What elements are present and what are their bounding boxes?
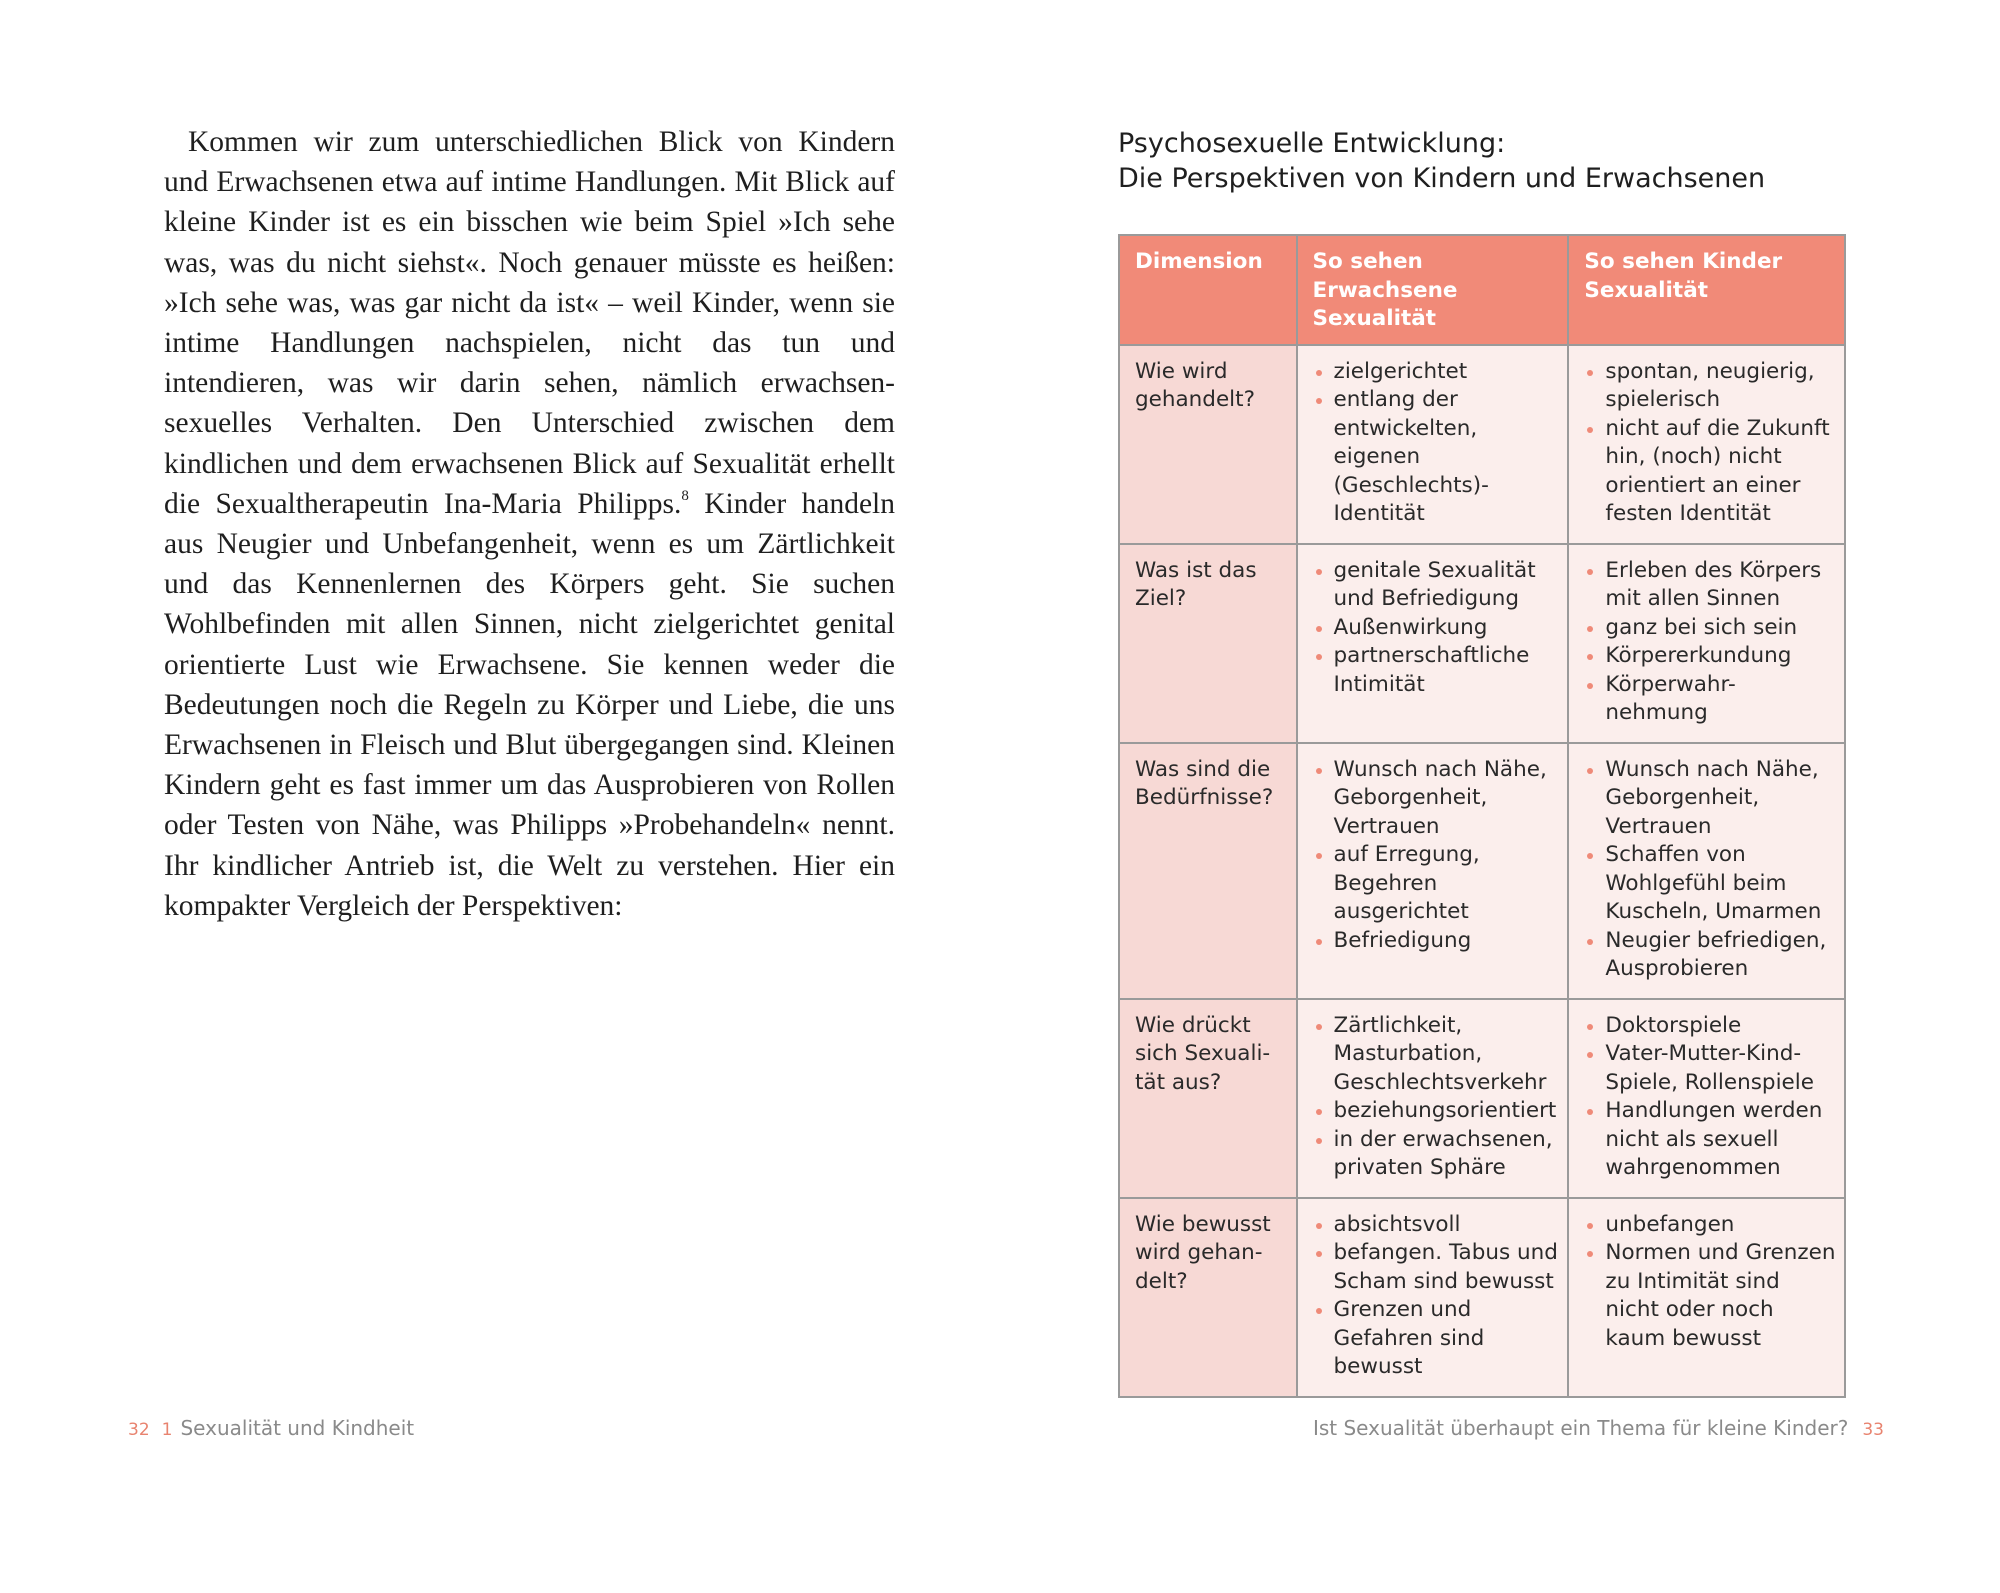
list-item: ganz bei sich sein [1581,614,1836,643]
children-cell [1568,544,1845,743]
dimension-cell: Was sind die Bedürfnisse? [1119,743,1297,999]
list-item: Handlungen werden nicht als sexuell wahrgenommen [1581,1097,1836,1183]
children-cell [1568,999,1845,1198]
list-item: entlang der entwickelten, eigenen (Geschlechts)-Identität [1310,386,1560,529]
list-item: Neugier befriedigen, Ausprobieren [1581,927,1836,984]
body-paragraph-part2: Kinder handeln aus Neugier und Unbefangenheit, wenn es um Zärtlichkeit und das Kennenlernen des Körpers geht. Sie suchen Wohlbefinden mit allen Sinnen, nicht zielgerichtet genital orientierte Lust wie Erwachsene. Sie kennen weder die Bedeutungen noch die Regeln zu Körper und Liebe, die uns Erwachsenen in Fleisch und Blut übergegangen sind. Kleinen Kindern geht es fast immer um das Ausprobieren von Rollen oder Testen von Nähe, was Philipps »Probehandeln« nennt. Ihr kindlicher Antrieb ist, die Welt zu verstehen. Hier ein kompakter Vergleich der Perspektiven: [164,487,895,922]
list-item: partnerschaftliche Intimität [1310,642,1560,699]
list-item: beziehungsorientiert [1310,1097,1560,1126]
adults-cell [1297,1198,1569,1397]
list-item: spontan, neugierig, spielerisch [1581,358,1836,415]
adults-cell [1297,743,1569,999]
table-title-line2: Die Perspektiven von Kindern und Erwachsenen [1118,163,1766,194]
body-paragraph-part1: Kommen wir zum unterschiedlichen Blick von Kindern und Erwachsenen etwa auf intime Handlungen. Mit Blick auf kleine Kinder ist es ein bisschen wie beim Spiel »Ich sehe was, was du nicht siehst«. Noch genauer müsste es heißen: »Ich sehe was, was gar nicht da ist« – weil Kinder, wenn sie intime Handlungen nachspielen, nicht das tun und intendieren, was wir darin sehen, nämlich erwachsen-sexuelles Verhalten. Den Unterschied zwischen dem kindlichen und dem erwachsenen Blick auf Sexualität erhellt die Sexualtherapeutin Ina-Maria Philipps. [164,126,895,520]
list-item: auf Erregung, Begehren ausgerichtet [1310,841,1560,927]
header-dimension: Dimension [1119,235,1297,345]
dimension-cell: Wie bewusst wird gehan-delt? [1119,1198,1297,1397]
list-item: Schaffen von Wohlgefühl beim Kuscheln, Umarmen [1581,841,1836,927]
list-item: Vater-Mutter-Kind-Spiele, Rollenspiele [1581,1040,1836,1097]
children-cell [1568,743,1845,999]
children-cell [1568,1198,1845,1397]
list-item: Befriedigung [1310,927,1560,956]
list-item: unbefangen [1581,1211,1836,1240]
children-cell [1568,345,1845,544]
dimension-cell: Wie wird gehandelt? [1119,345,1297,544]
list-item: Normen und Grenzen zu Intimität sind nicht oder noch kaum bewusst [1581,1239,1836,1353]
list-item: genitale Sexualität und Befriedigung [1310,557,1560,614]
running-title: Ist Sexualität überhaupt ein Thema für kleine Kinder? [1312,1416,1849,1440]
body-paragraph [164,122,895,926]
list-item: Körpererkundung [1581,642,1836,671]
header-children: So sehen Kinder Sexualität [1568,235,1845,345]
adults-cell [1297,345,1569,544]
list-item: Wunsch nach Nähe, Geborgenheit, Vertrauen [1310,756,1560,842]
table-row [1119,999,1845,1198]
chapter-title: Sexualität und Kindheit [180,1416,415,1440]
list-item: Außenwirkung [1310,614,1560,643]
list-item: Doktorspiele [1581,1012,1836,1041]
list-item: Erleben des Körpers mit allen Sinnen [1581,557,1836,614]
adults-cell [1297,999,1569,1198]
table-row [1119,1198,1845,1397]
page-number-right: 33 [1862,1420,1884,1440]
page-number-left: 32 [128,1420,150,1440]
table-row [1119,345,1845,544]
right-page [1000,0,2000,1593]
table-title-line1: Psychosexuelle Entwicklung: [1118,128,1506,159]
list-item: zielgerichtet [1310,358,1560,387]
list-item: befangen. Tabus und Scham sind bewusst [1310,1239,1560,1296]
table-title [1118,126,1878,196]
list-item: Körperwahr-nehmung [1581,671,1836,728]
dimension-cell: Wie drückt sich Sexuali-tät aus? [1119,999,1297,1198]
list-item: Zärtlichkeit, Masturbation, Geschlechtsverkehr [1310,1012,1560,1098]
table-header-row [1119,235,1845,345]
adults-cell [1297,544,1569,743]
right-footer [1313,1416,1884,1440]
list-item: nicht auf die Zukunft hin, (noch) nicht orientiert an einer festen Identität [1581,415,1836,529]
table-row [1119,743,1845,999]
footnote-reference: 8 [681,487,689,504]
list-item: Wunsch nach Nähe, Geborgenheit, Vertrauen [1581,756,1836,842]
dimension-cell: Was ist das Ziel? [1119,544,1297,743]
chapter-number: 1 [161,1420,173,1440]
header-adults: So sehen Erwachsene Sexualität [1297,235,1569,345]
left-footer [128,1416,414,1440]
comparison-table [1118,234,1846,1398]
list-item: absichtsvoll [1310,1211,1560,1240]
list-item: Grenzen und Gefahren sind bewusst [1310,1296,1560,1382]
list-item: in der erwachsenen, privaten Sphäre [1310,1126,1560,1183]
table-row [1119,544,1845,743]
